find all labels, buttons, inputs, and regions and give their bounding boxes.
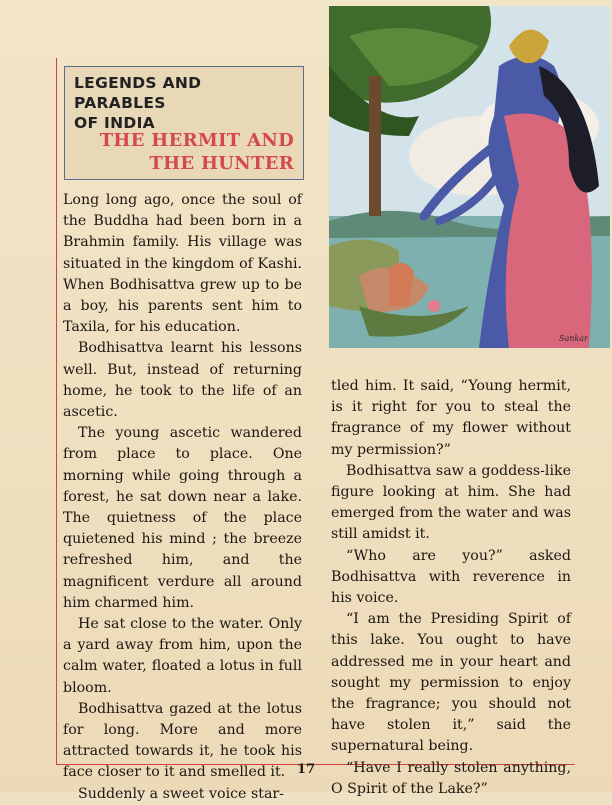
story-title-line2: THE HUNTER — [149, 153, 294, 174]
illustration-signature: Sankar — [559, 334, 588, 343]
paragraph: The young ascetic wandered from place to place. One morning while going through a forest, he sat down near a lake. The quietness of the place quietened his mind ; the breeze refreshed him, and the magnificent verdure all around him charmed him. — [63, 425, 302, 611]
illustration-art — [329, 6, 610, 348]
paragraph: Bodhisattva gazed at the lotus for long. More and more attracted towards it, he took his face closer to it and smelled it. — [63, 700, 302, 781]
story-title — [82, 129, 294, 175]
paragraph: Long long ago, once the soul of the Buddha had been born in a Brahmin family. His village was situated in the kingdom of Kashi. When Bodhisattva grew up to be a boy, his parents sent him to Taxila, for his education. — [63, 192, 302, 336]
paragraph: “Who are you?” asked Bodhisattva with reverence in his voice. — [331, 547, 571, 607]
series-heading — [74, 73, 294, 133]
series-heading-line2: OF INDIA — [74, 114, 155, 132]
story-title-line1: THE HERMIT AND — [99, 130, 294, 151]
paragraph: “I am the Presiding Spirit of this lake. You ought to have addressed me in your heart and sought my permission to enjoy the fragrance; you should not have stolen it,” said the supernatural being. — [331, 611, 571, 755]
paragraph: tled him. It said, “Young hermit, is it right for you to steal the fragrance of my flower without my permission?” — [331, 378, 571, 458]
series-heading-line1: LEGENDS AND PARABLES — [74, 74, 202, 112]
text-column-right — [331, 376, 571, 800]
paragraph: “Have I really stolen anything, O Spirit of the Lake?” — [331, 759, 571, 797]
paragraph: Bodhisattva learnt his lessons well. But, instead of returning home, he took to the life of an ascetic. — [63, 340, 302, 421]
page-number: 17 — [296, 762, 316, 777]
illustration — [329, 6, 610, 348]
text-column-left — [63, 190, 302, 805]
paragraph: Bodhisattva saw a goddess-like figure looking at him. She had emerged from the water and was still amidst it. — [331, 462, 571, 543]
paragraph: Suddenly a sweet voice star- — [78, 785, 284, 802]
paragraph: He sat close to the water. Only a yard away from him, upon the calm water, floated a lotus in full bloom. — [63, 616, 302, 696]
